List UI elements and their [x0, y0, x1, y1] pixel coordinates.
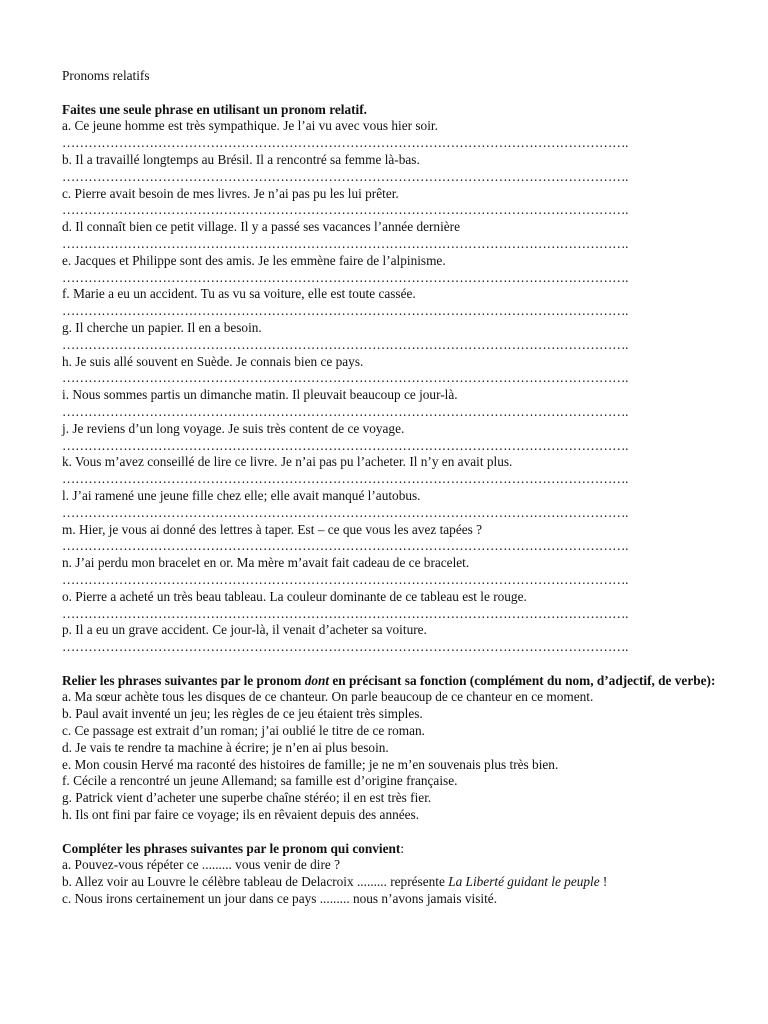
- section1-item: e. Jacques et Philippe sont des amis. Je les emmène faire de l’alpinisme.: [62, 252, 446, 268]
- answer-line[interactable]: ………………………………………………………………………………………………………………….: [62, 303, 629, 319]
- section1-item: b. Il a travaillé longtemps au Brésil. Il a rencontré sa femme là-bas.: [62, 151, 420, 167]
- answer-line[interactable]: ………………………………………………………………………………………………………………….: [62, 336, 629, 352]
- section3-heading-colon: :: [400, 840, 405, 856]
- section2-heading-part1: Relier les phrases suivantes par le pronom: [62, 672, 305, 688]
- page-title: Pronoms relatifs: [62, 68, 150, 83]
- answer-line[interactable]: ………………………………………………………………………………………………………………….: [62, 504, 629, 520]
- section1-heading: Faites une seule phrase en utilisant un pronom relatif.: [62, 101, 367, 117]
- section1-exercise-list: [62, 118, 720, 656]
- section1-item: g. Il cherche un papier. Il en a besoin.: [62, 319, 262, 335]
- section3-item-a: a. Pouvez-vous répéter ce ......... vous venir de dire ?: [62, 857, 341, 873]
- section3-item-b-part1: b. Allez voir au Louvre le célèbre tableau de Delacroix ......... représente: [62, 874, 449, 890]
- section2-heading: [62, 673, 720, 690]
- answer-line[interactable]: ………………………………………………………………………………………………………………….: [62, 269, 629, 285]
- section1-item: c. Pierre avait besoin de mes livres. Je n’ai pas pu les lui prêter.: [62, 185, 399, 201]
- answer-line[interactable]: ………………………………………………………………………………………………………………….: [62, 571, 629, 587]
- section3-item-b: [62, 874, 720, 891]
- section2-item: e. Mon cousin Hervé ma raconté des histoires de famille; je ne m’en souvenais plus très bien.: [62, 756, 559, 772]
- answer-line[interactable]: ………………………………………………………………………………………………………………….: [62, 202, 629, 218]
- section1-item: i. Nous sommes partis un dimanche matin. Il pleuvait beaucoup ce jour-là.: [62, 387, 458, 403]
- answer-line[interactable]: ………………………………………………………………………………………………………………….: [62, 471, 629, 487]
- spacer: [62, 824, 720, 841]
- spacer: [62, 85, 720, 102]
- section2-item: a. Ma sœur achète tous les disques de ce chanteur. On parle beaucoup de ce chanteur en ce moment.: [62, 689, 594, 705]
- answer-line[interactable]: ………………………………………………………………………………………………………………….: [62, 135, 629, 151]
- section2-item: b. Paul avait inventé un jeu; les règles de ce jeu étaient très simples.: [62, 706, 423, 722]
- section1-item: l. J’ai ramené une jeune fille chez elle; elle avait manqué l’autobus.: [62, 487, 421, 503]
- worksheet: [62, 68, 720, 908]
- answer-line[interactable]: ………………………………………………………………………………………………………………….: [62, 235, 629, 251]
- section3-item-c: c. Nous irons certainement un jour dans ce pays ......... nous n’avons jamais visité.: [62, 891, 498, 907]
- section2-item: g. Patrick vient d’acheter une superbe chaîne stéréo; il en est très fier.: [62, 790, 432, 806]
- section2-heading-part2: en précisant sa fonction (complément du nom, d’adjectif, de verbe):: [329, 672, 716, 688]
- section1-item: o. Pierre a acheté un très beau tableau. La couleur dominante de ce tableau est le rouge.: [62, 588, 527, 604]
- answer-line[interactable]: ………………………………………………………………………………………………………………….: [62, 168, 629, 184]
- spacer: [62, 656, 720, 673]
- answer-line[interactable]: ………………………………………………………………………………………………………………….: [62, 538, 629, 554]
- section1-item: h. Je suis allé souvent en Suède. Je connais bien ce pays.: [62, 353, 364, 369]
- section1-item: k. Vous m’avez conseillé de lire ce livre. Je n’ai pas pu l’acheter. Il n’y en avait plus.: [62, 454, 513, 470]
- section2-item: d. Je vais te rendre ta machine à écrire; je n’en ai plus besoin.: [62, 739, 389, 755]
- section1-item: n. J’ai perdu mon bracelet en or. Ma mère m’avait fait cadeau de ce bracelet.: [62, 555, 470, 571]
- section2-item: f. Cécile a rencontré un jeune Allemand; sa famille est d’origine française.: [62, 773, 458, 789]
- answer-line[interactable]: ………………………………………………………………………………………………………………….: [62, 437, 629, 453]
- section3-heading-text: Compléter les phrases suivantes par le pronom qui convient: [62, 840, 401, 856]
- section2-item: h. Ils ont fini par faire ce voyage; ils en rêvaient depuis des années.: [62, 807, 420, 823]
- section1-item: a. Ce jeune homme est très sympathique. Je l’ai vu avec vous hier soir.: [62, 118, 438, 134]
- section1-item: p. Il a eu un grave accident. Ce jour-là, il venait d’acheter sa voiture.: [62, 622, 427, 638]
- section1-item: m. Hier, je vous ai donné des lettres à taper. Est – ce que vous les avez tapées ?: [62, 521, 483, 537]
- section3-item-b-painting-title: La Liberté guidant le peuple: [448, 874, 600, 890]
- section1-item: f. Marie a eu un accident. Tu as vu sa voiture, elle est toute cassée.: [62, 286, 416, 302]
- section2-heading-dont: dont: [304, 672, 330, 688]
- section2-item: c. Ce passage est extrait d’un roman; j’ai oublié le titre de ce roman.: [62, 723, 425, 739]
- answer-line[interactable]: ………………………………………………………………………………………………………………….: [62, 370, 629, 386]
- answer-line[interactable]: ………………………………………………………………………………………………………………….: [62, 605, 629, 621]
- answer-line[interactable]: ………………………………………………………………………………………………………………….: [62, 639, 629, 655]
- section3-heading: [62, 841, 720, 858]
- section2-exercise-list: [62, 689, 720, 823]
- section1-item: d. Il connaît bien ce petit village. Il y a passé ses vacances l’année dernière: [62, 219, 460, 235]
- section3-item-b-part2: !: [599, 874, 608, 890]
- answer-line[interactable]: ………………………………………………………………………………………………………………….: [62, 403, 629, 419]
- section1-item: j. Je reviens d’un long voyage. Je suis très content de ce voyage.: [62, 420, 405, 436]
